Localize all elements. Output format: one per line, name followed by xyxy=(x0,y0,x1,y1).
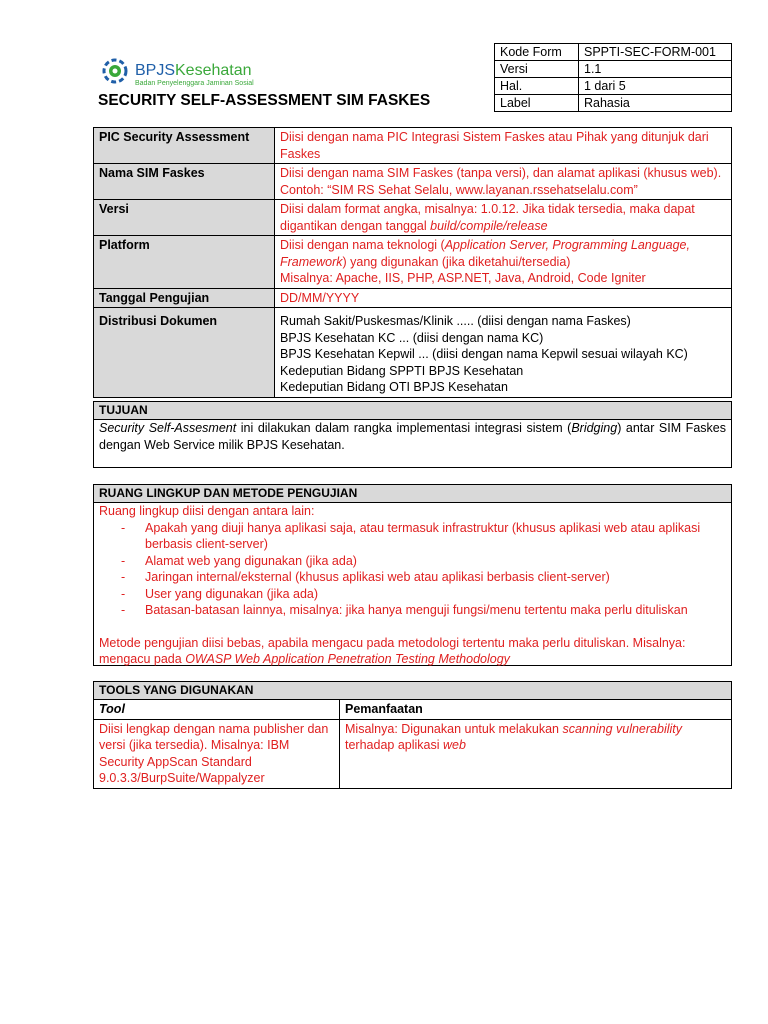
versi-value xyxy=(275,200,732,236)
ruang-lingkup-intro: Ruang lingkup diisi dengan antara lain: xyxy=(99,504,315,518)
tools-heading-row xyxy=(94,682,732,700)
meta-row xyxy=(495,61,732,78)
info-row-distribusi xyxy=(94,308,732,398)
nama-sim-value: Diisi dengan nama SIM Faskes (tanpa versi), dan alamat aplikasi (khusus web). Contoh: “SIM RS Sehat Selalu, www.layanan.rssehatselalu.com” xyxy=(275,164,732,200)
info-row-tanggal xyxy=(94,288,732,308)
pemanfaatan-text-emphasis: web xyxy=(442,738,466,752)
distribusi-line: Rumah Sakit/Puskesmas/Klinik ..... (diisi dengan nama Faskes) xyxy=(280,314,631,328)
meta-value: 1.1 xyxy=(579,61,732,78)
info-row-pic xyxy=(94,128,732,164)
meta-value: SPPTI-SEC-FORM-001 xyxy=(579,44,732,61)
distribusi-label: Distribusi Dokumen xyxy=(94,308,275,398)
distribusi-value xyxy=(275,308,732,398)
tujuan-text-part: ini dilakukan dalam rangka implementasi integrasi sistem ( xyxy=(236,421,572,435)
pemanfaatan-text: terhadap aplikasi xyxy=(345,738,443,752)
table-row xyxy=(94,719,732,788)
assessment-info-table xyxy=(93,127,732,398)
meta-label: Label xyxy=(495,95,579,112)
info-row-versi xyxy=(94,200,732,236)
ruang-lingkup-body xyxy=(94,503,731,672)
platform-label: Platform xyxy=(94,236,275,289)
versi-text: Diisi dalam format angka, misalnya: 1.0.12. Jika tidak tersedia, maka dapat digantikan dengan tanggal xyxy=(280,202,695,233)
distribusi-line: Kedeputian Bidang SPPTI BPJS Kesehatan xyxy=(280,363,524,378)
bpjs-emblem-icon xyxy=(102,58,302,88)
tujuan-text-part: ) antar SIM Faskes dengan Web Service milik BPJS Kesehatan. xyxy=(99,421,726,452)
meta-row xyxy=(495,78,732,95)
logo-brand: BPJS xyxy=(135,62,176,79)
meta-label: Kode Form xyxy=(495,44,579,61)
nama-sim-label: Nama SIM Faskes xyxy=(94,164,275,200)
pemanfaatan-text: Misalnya: Digunakan untuk melakukan xyxy=(345,721,563,736)
tujuan-text-emphasis: Bridging xyxy=(571,421,618,435)
versi-text-emphasis: build/compile/release xyxy=(430,218,548,233)
tools-heading: TOOLS YANG DIGUNAKAN xyxy=(94,682,732,700)
bpjs-logo xyxy=(102,58,302,88)
ruang-lingkup-section xyxy=(93,484,732,666)
versi-label: Versi xyxy=(94,200,275,236)
platform-example: Misalnya: Apache, IIS, PHP, ASP.NET, Java, Android, Code Igniter xyxy=(280,271,646,285)
meta-value: Rahasia xyxy=(579,95,732,112)
tujuan-text-emphasis: Security Self-Assesment xyxy=(99,421,237,435)
list-item: - User yang digunakan (jika ada) xyxy=(121,586,726,603)
platform-text: ) yang digunakan (jika diketahui/tersedia) xyxy=(342,254,571,269)
metode-text xyxy=(99,635,726,668)
form-meta-table xyxy=(494,43,732,112)
meta-row xyxy=(495,44,732,61)
pemanfaatan-text-emphasis: scanning vulnerability xyxy=(562,721,682,736)
info-row-nama xyxy=(94,164,732,200)
meta-value: 1 dari 5 xyxy=(579,78,732,95)
tujuan-section xyxy=(93,401,732,468)
ruang-lingkup-list xyxy=(99,520,726,619)
distribusi-line: Kedeputian Bidang OTI BPJS Kesehatan xyxy=(280,380,508,394)
tujuan-text xyxy=(94,420,731,457)
distribusi-line: BPJS Kesehatan KC ... (diisi dengan nama KC) xyxy=(280,330,544,345)
distribusi-line: BPJS Kesehatan Kepwil ... (diisi dengan nama Kepwil sesuai wilayah KC) xyxy=(280,347,688,361)
metode-text-part: Metode pengujian diisi bebas, apabila mengacu pada metodologi tertentu maka perlu dituliskan. Misalnya: mengacu pada xyxy=(99,635,686,666)
ruang-lingkup-heading: RUANG LINGKUP DAN METODE PENGUJIAN xyxy=(94,485,731,503)
list-item: - Batasan-batasan lainnya, misalnya: jika hanya menguji fungsi/menu tertentu maka perlu dituliskan xyxy=(121,602,726,619)
meta-row xyxy=(495,95,732,112)
tools-column-row xyxy=(94,700,732,720)
tools-col-pemanfaatan: Pemanfaatan xyxy=(340,700,732,720)
meta-label: Hal. xyxy=(495,78,579,95)
tools-table xyxy=(93,681,732,789)
meta-label: Versi xyxy=(495,61,579,78)
platform-value xyxy=(275,236,732,289)
tujuan-heading: TUJUAN xyxy=(94,402,731,420)
list-item: - Jaringan internal/eksternal (khusus aplikasi web atau aplikasi berbasis client-server) xyxy=(121,569,726,586)
tanggal-value: DD/MM/YYYY xyxy=(275,288,732,308)
logo-name: Kesehatan xyxy=(175,62,252,79)
pemanfaatan-value xyxy=(340,719,732,788)
info-row-platform xyxy=(94,236,732,289)
metode-text-emphasis: OWASP Web Application Penetration Testing Methodology xyxy=(185,652,510,666)
tool-value: Diisi lengkap dengan nama publisher dan versi (jika tersedia). Misalnya: IBM Security AppScan Standard 9.0.3.3/BurpSuite/Wappalyzer xyxy=(94,719,340,788)
document-title: SECURITY SELF-ASSESSMENT SIM FASKES xyxy=(98,92,431,109)
logo-tagline: Badan Penyelenggara Jaminan Sosial xyxy=(135,80,254,87)
platform-text-emphasis: Application Server, Programming Language, Framework xyxy=(280,238,690,269)
platform-text: Diisi dengan nama teknologi ( xyxy=(280,238,445,252)
pic-label: PIC Security Assessment xyxy=(94,128,275,164)
tools-col-tool: Tool xyxy=(94,700,340,720)
list-item: - Apakah yang diuji hanya aplikasi saja, atau termasuk infrastruktur (khusus aplikasi web atau aplikasi berbasis client-server) xyxy=(121,520,726,553)
list-item: - Alamat web yang digunakan (jika ada) xyxy=(121,553,726,570)
pic-value: Diisi dengan nama PIC Integrasi Sistem Faskes atau Pihak yang ditunjuk dari Faskes xyxy=(275,128,732,164)
tanggal-label: Tanggal Pengujian xyxy=(94,288,275,308)
